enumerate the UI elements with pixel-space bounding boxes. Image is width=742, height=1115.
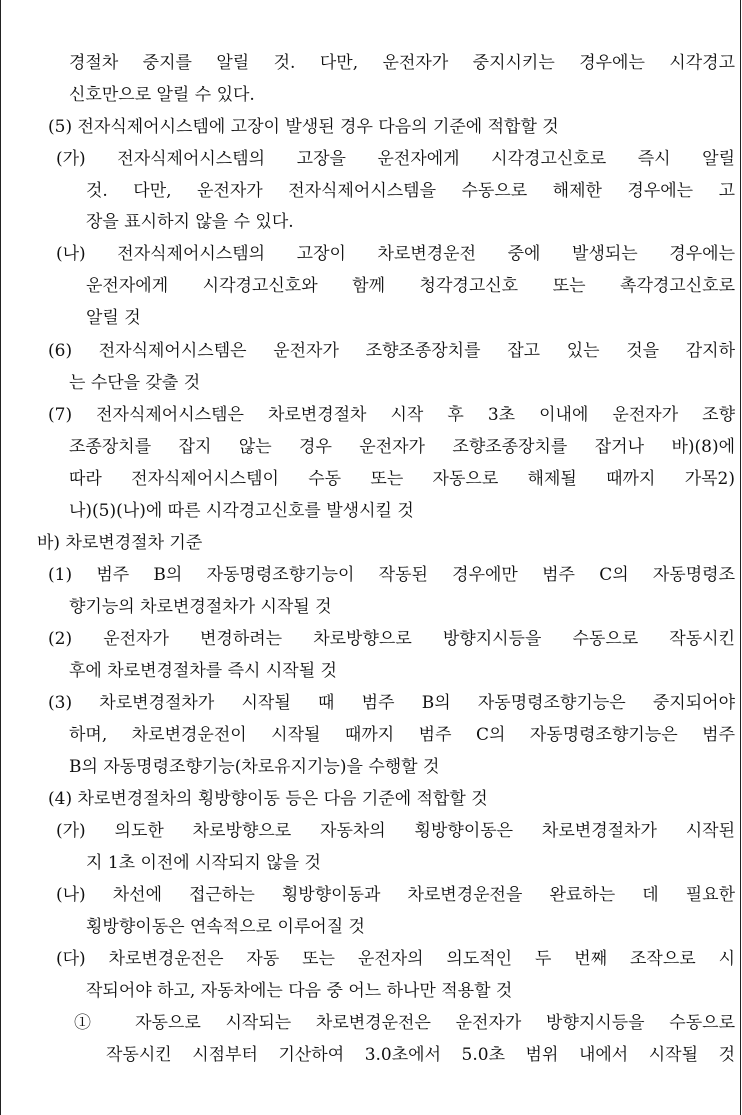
text-line: 따라 전자식제어시스템이 수동 또는 자동으로 해제될 때까지 가목2) bbox=[69, 469, 735, 489]
text-line: 작되어야 하고, 자동차에는 다음 중 어느 하나만 적용할 것 bbox=[86, 981, 513, 1001]
text-line: (2) 운전자가 변경하려는 차로방향으로 방향지시등을 수동으로 작동시킨 bbox=[48, 629, 735, 649]
text-line: (1) 범주 B의 자동명령조향기능이 작동된 경우에만 범주 C의 자동명령조 bbox=[48, 565, 735, 585]
text-line: (다) 차로변경운전은 자동 또는 운전자의 의도적인 두 번째 조작으로 시 bbox=[56, 949, 735, 969]
text-line: (나) 전자식제어시스템의 고장이 차로변경운전 중에 발생되는 경우에는 bbox=[56, 244, 735, 264]
text-line: 경절차 중지를 알릴 것. 다만, 운전자가 중지시키는 경우에는 시각경고 bbox=[69, 53, 735, 73]
text-line: (3) 차로변경절차가 시작될 때 범주 B의 자동명령조향기능은 중지되어야 bbox=[48, 693, 735, 713]
text-line: (가) 의도한 차로방향으로 자동차의 횡방향이동은 차로변경절차가 시작된 bbox=[56, 821, 735, 841]
text-line: 하며, 차로변경운전이 시작될 때까지 범주 C의 자동명령조향기능은 범주 bbox=[69, 725, 735, 745]
text-line: 후에 차로변경절차를 즉시 시작될 것 bbox=[69, 661, 337, 681]
text-line: (7) 전자식제어시스템은 차로변경절차 시작 후 3초 이내에 운전자가 조향 bbox=[48, 405, 735, 425]
text-line: 는 수단을 갖출 것 bbox=[69, 373, 201, 393]
text-line: 지 1초 이전에 시작되지 않을 것 bbox=[86, 853, 321, 873]
text-line: (5) 전자식제어시스템에 고장이 발생된 경우 다음의 기준에 적합할 것 bbox=[48, 117, 559, 137]
text-line: 조종장치를 잡지 않는 경우 운전자가 조향조종장치를 잡거나 바)(8)에 bbox=[69, 437, 735, 457]
text-line: B의 자동명령조향기능(차로유지기능)을 수행할 것 bbox=[69, 757, 440, 777]
text-line: 횡방향이동은 연속적으로 이루어질 것 bbox=[86, 917, 365, 937]
text-line: 신호만으로 알릴 수 있다. bbox=[69, 85, 255, 105]
text-line: 장을 표시하지 않을 수 있다. bbox=[86, 212, 294, 232]
text-line: 알릴 것 bbox=[86, 308, 141, 328]
text-line: (나) 차선에 접근하는 횡방향이동과 차로변경운전을 완료하는 데 필요한 bbox=[56, 885, 735, 905]
text-line: (4) 차로변경절차의 횡방향이동 등은 다음 기준에 적합할 것 bbox=[48, 789, 488, 809]
text-line: (6) 전자식제어시스템은 운전자가 조향조종장치를 잡고 있는 것을 감지하 bbox=[48, 341, 735, 361]
text-line: 작동시킨 시점부터 기산하여 3.0초에서 5.0초 범위 내에서 시작될 것 bbox=[106, 1045, 735, 1065]
section-heading: 바) 차로변경절차 기준 bbox=[37, 533, 203, 553]
text-line: (가) 전자식제어시스템의 고장을 운전자에게 시각경고신호로 즉시 알릴 bbox=[56, 149, 735, 169]
text-line: 운전자에게 시각경고신호와 함께 청각경고신호 또는 촉각경고신호로 bbox=[86, 276, 735, 296]
text-line: 향기능의 차로변경절차가 시작될 것 bbox=[69, 597, 332, 617]
text-line: 나)(5)(나)에 따른 시각경고신호를 발생시킬 것 bbox=[69, 501, 414, 521]
text-line: 것. 다만, 운전자가 전자식제어시스템을 수동으로 해제한 경우에는 고 bbox=[86, 181, 735, 201]
text-line: ① 자동으로 시작되는 차로변경운전은 운전자가 방향지시등을 수동으로 bbox=[74, 1013, 735, 1033]
